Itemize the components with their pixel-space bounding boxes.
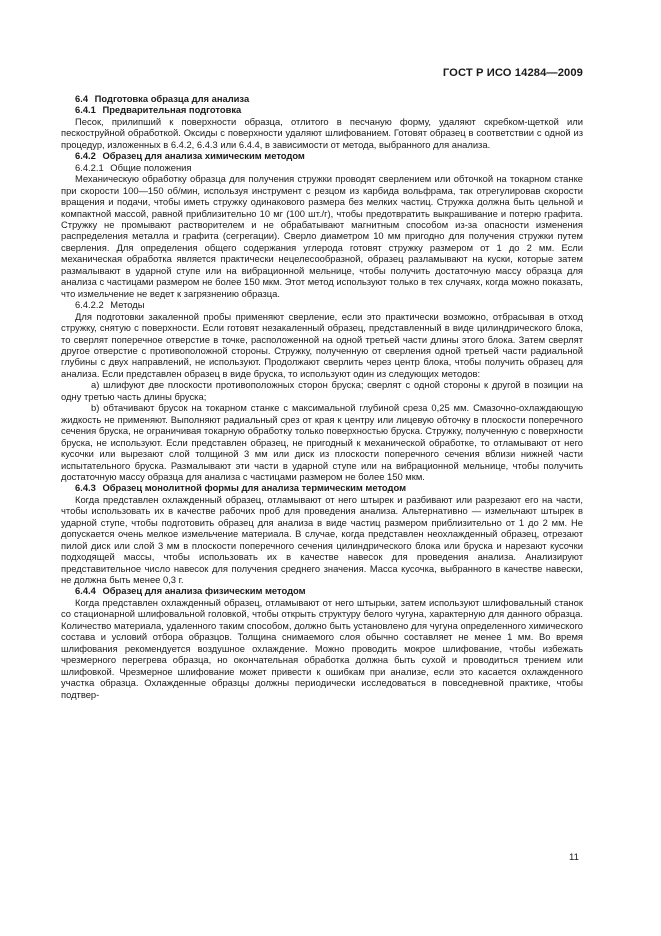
section-title: Подготовка образца для анализа	[94, 93, 250, 104]
paragraph-6-4-2-1: Механическую обработку образца для получения стружки проводят сверлением или обточкой на токарном станке при скорости 100—150 об/мин, используя инструмент с резцом из карбида вольфрама, так отрегулировав скорости вращения и подачи, чтобы иметь стружку одинакового размера без мелких частиц. Стружка должна быть цельной и компактной массой, равной приблизительно 10 мг (100 шт./г), чтобы предотвратить выкрашивание и потерю графита. Стружку не промывают растворителем и не обрабатывают магнитным способом из-за опасности изменения распределения металла и графита (сегрегации). Сверло диаметром 10 мм пригодно для получения стружки путем сверления. Для определения общего содержания углерода готовят стружку размером от 1 до 2 мм. Если механическая обработка является практически нецелесообразной, образец разламывают на куски, которые затем размалывают в ударной ступе или на вибрационной мельнице, чтобы получить достаточную массу образца для анализа с частицами размером не более 150 мкм. Этот метод используют только в тех случаях, когда можно показать, что измельчение не ведет к загрязнению образца.	[61, 173, 583, 299]
section-title: Образец для анализа физическим методом	[102, 585, 306, 597]
section-title: Образец монолитной формы для анализа термическим методом	[102, 482, 407, 494]
section-heading-6-4-1	[61, 104, 583, 115]
list-item-a: a) шлифуют две плоскости противоположных сторон бруска; сверлят с одной стороны к другой в позиции на одну третью часть длины бруска;	[61, 379, 583, 402]
section-title: Образец для анализа химическим методом	[102, 150, 305, 162]
section-heading-6-4-4	[61, 585, 583, 596]
section-title: Методы	[110, 299, 145, 311]
section-number: 6.4	[75, 93, 89, 104]
section-title: Предварительная подготовка	[102, 104, 242, 116]
page-number: 11	[569, 852, 579, 863]
paragraph-6-4-4: Когда представлен охлажденный образец, отламывают от него штырьки, затем используют шлифовальный станок со стационарной шлифовальной головкой, чтобы открыть структуру белого чугуна, характерную для данного образца. Количество материала, удаленного таким способом, должно быть установлено для чугуна определенного химического состава и условий отбора образцов. Толщина снимаемого слоя обычно составляет не менее 1 мм. Во время шлифования рекомендуется воздушное охлаждение. Можно проводить мокрое шлифование, чтобы избежать чрезмерного перегрева образца, но окончательная обработка должна быть сухой и проводиться трением или шлифовкой. Чрезмерное шлифование может привести к ошибкам при анализе, если это касается охлажденного участка образца. Охлажденные образцы должны периодически исследоваться в повседневной практике, чтобы подтвер-	[61, 596, 583, 700]
section-number: 6.4.4	[75, 585, 96, 597]
document-standard-number: ГОСТ Р ИСО 14284—2009	[442, 67, 583, 79]
section-number: 6.4.2.2	[75, 299, 104, 311]
section-title: Общие положения	[110, 161, 192, 173]
section-heading-6-4-2	[61, 150, 583, 161]
paragraph-6-4-2-2: Для подготовки закаленной пробы применяют сверление, если это практически возможно, отбрасывая в отход стружку, снятую с поверхности. Если готовят незакаленный образец, представленный в виде цилиндрического блока, то сверлят поперечное отверстие в точке, расположенной на одной третьей части длины этого блока. Затем сверлят другое отверстие с противоположной стороны. Стружку, полученную от сверления одной третьей части радиальной глубины с двух направлений, не используют. Продолжают сверлить через центр блока, чтобы получить образец для анализа. Если представлен образец в виде бруска, то используют один из следующих методов:	[61, 310, 583, 379]
subsection-heading-6-4-2-2	[61, 299, 583, 310]
subsection-heading-6-4-2-1	[61, 162, 583, 173]
section-number: 6.4.2.1	[75, 161, 104, 173]
section-number: 6.4.1	[75, 104, 96, 116]
section-heading-6-4	[61, 93, 583, 104]
document-body	[61, 93, 583, 700]
section-number: 6.4.3	[75, 482, 96, 494]
section-number: 6.4.2	[75, 150, 96, 162]
section-heading-6-4-3	[61, 482, 583, 493]
list-item-b: b) обтачивают брусок на токарном станке с максимальной глубиной среза 0,25 мм. Смазочно-охлаждающую жидкость не применяют. Выполняют радиальный срез от края к центру или лицевую обточку в плоскости поперечного сечения бруска, не ограничивая токарную обработку только поверхностью бруска. Стружку, полученную с поверхности бруска, не используют. Если представлен образец, не пригодный к механической обработке, то отламывают от него кусочки или вырезают слой толщиной 3 мм или диск из плоскости поперечного сечения вблизи нижней части испытательного бруска. Размалывают эти части в ударной ступе или на вибрационной мельнице, чтобы получить достаточную массу образца для анализа с частицами размером не более 150 мкм.	[61, 402, 583, 482]
paragraph-6-4-1: Песок, прилипший к поверхности образца, отлитого в песчаную форму, удаляют скребком-щеткой или пескоструйной обработкой. Оксиды с поверхности удаляют шлифованием. Готовят образец в соответствии с одной из процедур, изложенных в 6.4.2, 6.4.3 или 6.4.4, в зависимости от метода, выбранного для анализа.	[61, 115, 583, 150]
paragraph-6-4-3: Когда представлен охлажденный образец, отламывают от него штырек и разбивают или разрезают его на части, чтобы использовать их в качестве рабочих проб для проведения анализа. Альтернативно — измельчают штырек в ударной ступе, чтобы подготовить образец для анализа в виде частиц размером приблизительно от 1 до 2 мм. Не допускается очень мелкое измельчение материала. В случае, когда представлен неохлажденный образец, отрезают пилой диск или слой 3 мм в плоскости поперечного сечения цилиндрического блока или бруска и нарезают кусочки подходящей массы, чтобы использовать их в качестве навесок для проведения анализа. Анализируют представительное число навесок для получения среднего значения. Масса кусочка, выбранного в качестве навески, не должна быть менее 0,3 г.	[61, 493, 583, 586]
